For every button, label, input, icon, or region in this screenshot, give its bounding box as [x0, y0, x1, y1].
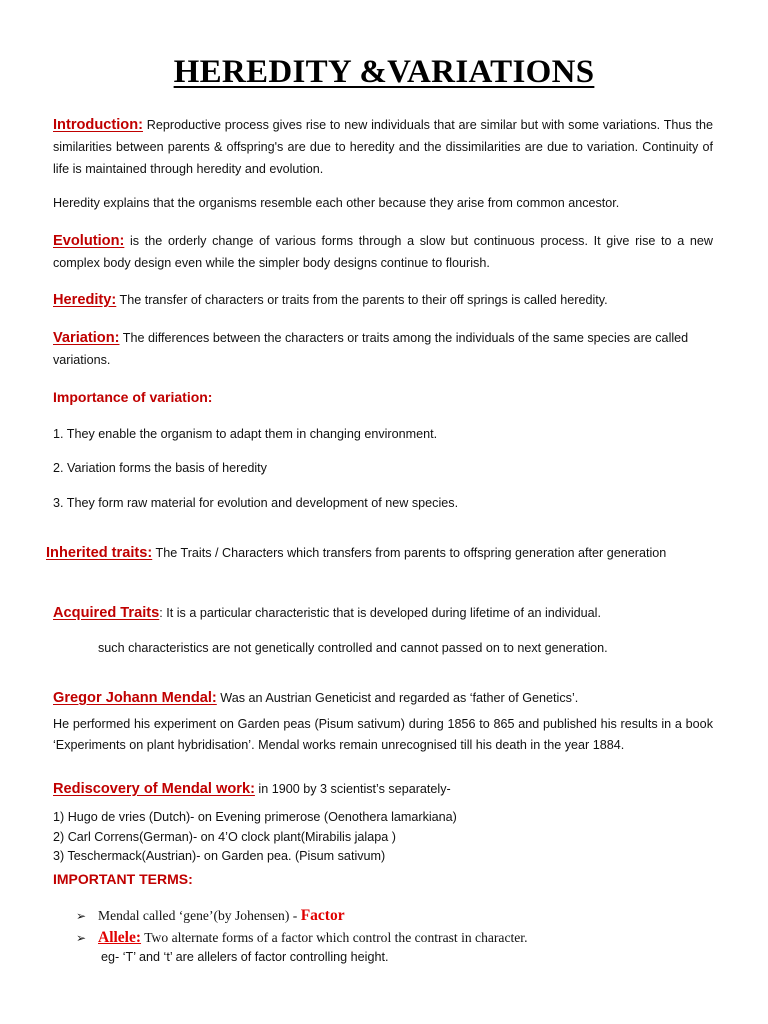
evolution-text: is the orderly change of various forms through a slow but continuous process. It give rise to a new complex body design even while the simpler body designs continue to flourish.	[53, 234, 713, 270]
importance-item: 2. Variation forms the basis of heredity	[53, 461, 267, 475]
allele-item	[76, 928, 736, 948]
importance-item: 1. They enable the organism to adapt them in changing environment.	[53, 427, 438, 441]
inherited-traits-text: The Traits / Characters which transfers from parents to offspring generation after generation	[152, 546, 667, 560]
list-item: 2) Carl Correns(German)- on 4’O clock plant(Mirabilis jalapa )	[53, 829, 396, 844]
list-item: 3) Teschermack(Austrian)- on Garden pea. (Pisum sativum)	[53, 849, 386, 863]
heredity-text: The transfer of characters or traits from the parents to their off springs is called heredity.	[116, 293, 608, 307]
mendal-experiment-paragraph: He performed his experiment on Garden peas (Pisum sativum) during 1856 to 865 and published his results in a book ‘Experiments on plant hybridisation’. Mendal works remain unrecognised till his death in the year 1884.	[53, 717, 713, 752]
gene-text: Mendal called ‘gene’(by Johensen) -	[98, 908, 301, 923]
evolution-term: Evolution:	[53, 233, 125, 249]
mendal-term: Gregor Johann Mendal:	[53, 690, 217, 706]
list-item: 1) Hugo de vries (Dutch)- on Evening primerose (Oenothera lamarkiana)	[53, 810, 457, 824]
introduction-paragraph	[53, 114, 713, 180]
introduction-text: Reproductive process gives rise to new individuals that are similar but with some variations. Thus the similarities between parents & offspring's are due to heredity and the dissimilarities are due to variation. Continuity of life is maintained through heredity and evolution.	[53, 118, 713, 176]
rediscovery-text: in 1900 by 3 scientist’s separately-	[254, 782, 451, 796]
evolution-paragraph	[53, 230, 713, 274]
rediscovery-term: Rediscovery of Mendal work:	[53, 781, 255, 797]
inherited-traits-term: Inherited traits:	[46, 545, 153, 561]
introduction-term: Introduction:	[53, 117, 143, 133]
allele-term: Allele:	[98, 929, 142, 946]
acquired-traits-note: such characteristics are not genetically controlled and cannot passed on to next generation.	[98, 641, 608, 655]
variation-text: The differences between the characters or traits among the individuals of the same species are called variations.	[53, 331, 689, 367]
mendal-text: Was an Austrian Geneticist and regarded as ‘father of Genetics’.	[216, 691, 579, 705]
gene-factor-item	[76, 906, 736, 926]
allele-text: Two alternate forms of a factor which control the contrast in character.	[141, 930, 528, 945]
inherited-traits-paragraph	[46, 542, 713, 564]
variation-paragraph	[53, 327, 713, 371]
arrow-bullet-icon: ➢	[76, 909, 87, 923]
heredity-term: Heredity:	[53, 292, 117, 308]
rediscovery-list	[53, 808, 713, 867]
rediscovery-paragraph	[53, 778, 713, 800]
factor-term: Factor	[300, 907, 345, 924]
importance-heading: Importance of variation:	[53, 389, 213, 405]
heredity-common-paragraph: Heredity explains that the organisms resemble each other because they arise from common ancestor.	[53, 196, 620, 210]
variation-term: Variation:	[53, 330, 120, 346]
acquired-traits-term: Acquired Traits	[53, 605, 160, 621]
heredity-paragraph	[53, 289, 713, 311]
important-terms-heading: IMPORTANT TERMS:	[53, 871, 193, 887]
page-title: HEREDITY &VARIATIONS	[173, 54, 595, 90]
acquired-traits-text: : It is a particular characteristic that is developed during lifetime of an individual.	[159, 606, 601, 620]
allele-example: eg- ‘T’ and ‘t’ are allelers of factor controlling height.	[101, 950, 389, 964]
mendal-paragraph	[53, 687, 713, 709]
acquired-traits-paragraph	[53, 602, 713, 624]
importance-item: 3. They form raw material for evolution and development of new species.	[53, 496, 459, 510]
arrow-bullet-icon: ➢	[76, 931, 87, 945]
